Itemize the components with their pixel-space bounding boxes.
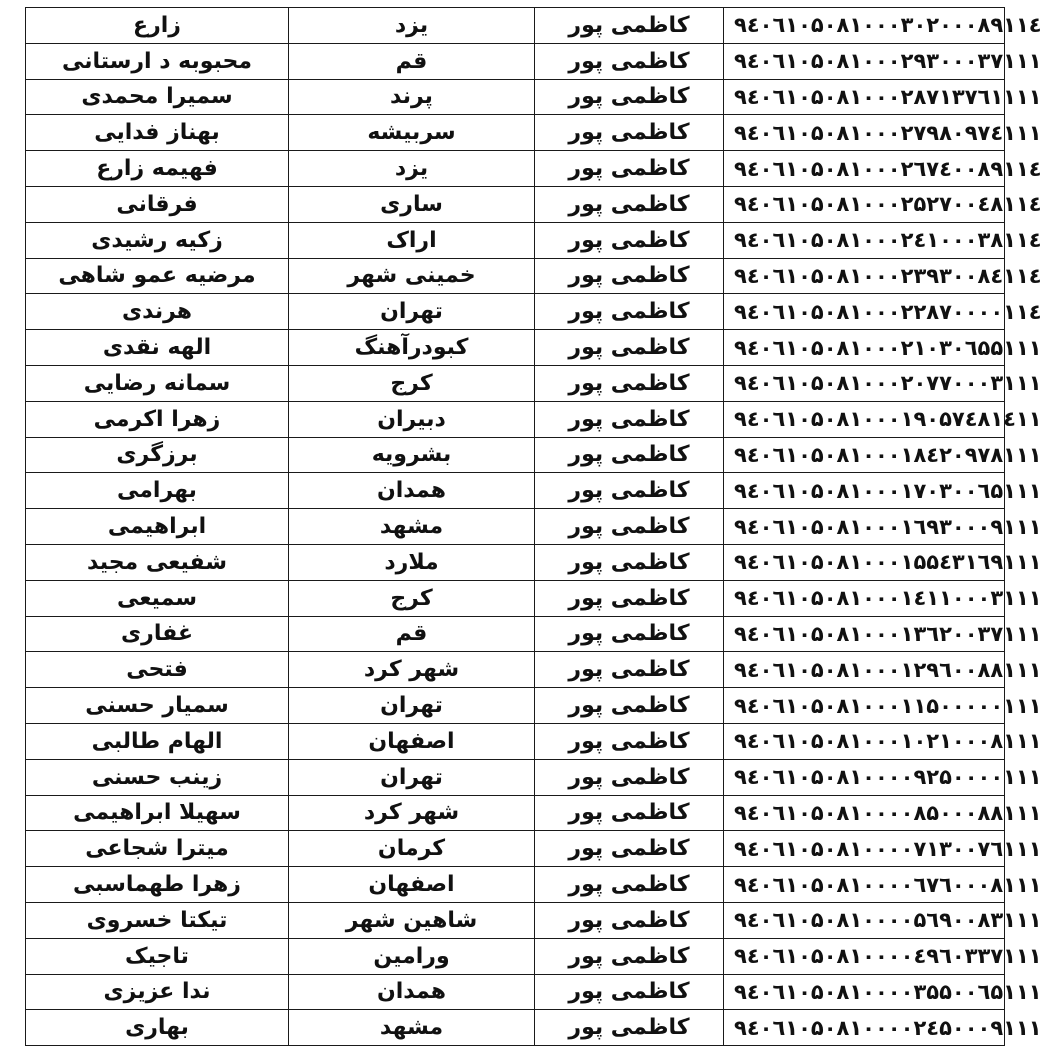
name-cell: سمیرا محمدی [26,79,289,115]
code-cell: ۹٤۰٦۱۰۵۰۸۱۰۰۰۲٦۷٤۰۰۸۹۱۱٤ [724,151,1005,187]
table-row [26,795,1005,831]
city-cell: اصفهان [289,867,535,903]
name-cell: ندا عزیزی [26,974,289,1010]
code-cell: ۹٤۰٦۱۰۵۰۸۱۰۰۰۱۰۲۱۰۰۰۸۱۱۱ [724,723,1005,759]
surname-cell: کاظمی پور [535,8,724,44]
name-cell: سمیعی [26,580,289,616]
surname-cell: کاظمی پور [535,437,724,473]
code-cell: ۹٤۰٦۱۰۵۰۸۱۰۰۰۱٤۱۱۰۰۰۳۱۱۱ [724,580,1005,616]
table-row [26,437,1005,473]
code-cell: ۹٤۰٦۱۰۵۰۸۱۰۰۰۰۳۵۵۰۰٦۵۱۱۱ [724,974,1005,1010]
name-cell: ابراهیمی [26,509,289,545]
surname-cell: کاظمی پور [535,1010,724,1046]
code-cell: ۹٤۰٦۱۰۵۰۸۱۰۰۰۲۹۳۰۰۰۳۷۱۱۱ [724,43,1005,79]
name-cell: غفاری [26,616,289,652]
name-cell: زهرا اکرمی [26,401,289,437]
name-cell: زکیه رشیدی [26,222,289,258]
name-cell: تیکتا خسروی [26,902,289,938]
table-row [26,616,1005,652]
surname-cell: کاظمی پور [535,79,724,115]
city-cell: کرمان [289,831,535,867]
code-cell: ۹٤۰٦۱۰۵۰۸۱۰۰۰۲۳۹۳۰۰۸٤۱۱٤ [724,258,1005,294]
name-cell: زارع [26,8,289,44]
code-cell: ۹٤۰٦۱۰۵۰۸۱۰۰۰۲۰۷۷۰۰۰۳۱۱۱ [724,365,1005,401]
table-row [26,8,1005,44]
city-cell: مشهد [289,509,535,545]
table-row [26,186,1005,222]
city-cell: ملارد [289,544,535,580]
surname-cell: کاظمی پور [535,186,724,222]
code-cell: ۹٤۰٦۱۰۵۰۸۱۰۰۰۲۱۰۳۰٦۵۵۱۱۱ [724,330,1005,366]
city-cell: مشهد [289,1010,535,1046]
table-row [26,867,1005,903]
table-row [26,365,1005,401]
table-row [26,723,1005,759]
surname-cell: کاظمی پور [535,580,724,616]
code-cell: ۹٤۰٦۱۰۵۰۸۱۰۰۰۰۷۱۳۰۰۷٦۱۱۱ [724,831,1005,867]
name-cell: سهیلا ابراهیمی [26,795,289,831]
table-row [26,330,1005,366]
table-row [26,401,1005,437]
city-cell: خمینی شهر [289,258,535,294]
surname-cell: کاظمی پور [535,652,724,688]
name-cell: تاجیک [26,938,289,974]
surname-cell: کاظمی پور [535,258,724,294]
name-cell: بهاری [26,1010,289,1046]
code-cell: ۹٤۰٦۱۰۵۰۸۱۰۰۰۳۰۲۰۰۰۸۹۱۱٤ [724,8,1005,44]
surname-cell: کاظمی پور [535,509,724,545]
city-cell: همدان [289,473,535,509]
table-row [26,222,1005,258]
code-cell: ۹٤۰٦۱۰۵۰۸۱۰۰۰۰۵٦۹۰۰۸۳۱۱۱ [724,902,1005,938]
city-cell: ساری [289,186,535,222]
table-row [26,1010,1005,1046]
records-table [25,7,1042,1046]
surname-cell: کاظمی پور [535,723,724,759]
surname-cell: کاظمی پور [535,473,724,509]
city-cell: شهر کرد [289,652,535,688]
name-cell: برزگری [26,437,289,473]
table-row [26,43,1005,79]
city-cell: یزد [289,8,535,44]
surname-cell: کاظمی پور [535,544,724,580]
code-cell: ۹٤۰٦۱۰۵۰۸۱۰۰۰۱٦۹۳۰۰۰۹۱۱۱ [724,509,1005,545]
surname-cell: کاظمی پور [535,795,724,831]
code-cell: ۹٤۰٦۱۰۵۰۸۱۰۰۰۰٦۷٦۰۰۰۸۱۱۱ [724,867,1005,903]
code-cell: ۹٤۰٦۱۰۵۰۸۱۰۰۰۱۹۰۵۷٤۸۱٤۱۱ [724,401,1005,437]
surname-cell: کاظمی پور [535,330,724,366]
city-cell: شاهین شهر [289,902,535,938]
table-row [26,580,1005,616]
code-cell: ۹٤۰٦۱۰۵۰۸۱۰۰۰۲٤۱۰۰۰۳۸۱۱٤ [724,222,1005,258]
city-cell: اراک [289,222,535,258]
name-cell: سمیار حسنی [26,688,289,724]
table-row [26,759,1005,795]
city-cell: کبودرآهنگ [289,330,535,366]
table-row [26,688,1005,724]
city-cell: کرج [289,365,535,401]
name-cell: زهرا طهماسبی [26,867,289,903]
code-cell: ۹٤۰٦۱۰۵۰۸۱۰۰۰۲۷۹۸۰۹۷٤۱۱۱ [724,115,1005,151]
name-cell: بهناز فدایی [26,115,289,151]
name-cell: فتحی [26,652,289,688]
code-cell: ۹٤۰٦۱۰۵۰۸۱۰۰۰۱۲۹٦۰۰۸۸۱۱۱ [724,652,1005,688]
city-cell: تهران [289,759,535,795]
name-cell: شفیعی مجید [26,544,289,580]
city-cell: بشرویه [289,437,535,473]
surname-cell: کاظمی پور [535,867,724,903]
surname-cell: کاظمی پور [535,938,724,974]
city-cell: ورامین [289,938,535,974]
name-cell: زینب حسنی [26,759,289,795]
city-cell: همدان [289,974,535,1010]
city-cell: دبیران [289,401,535,437]
table-row [26,151,1005,187]
city-cell: قم [289,43,535,79]
surname-cell: کاظمی پور [535,831,724,867]
city-cell: پرند [289,79,535,115]
city-cell: قم [289,616,535,652]
code-cell: ۹٤۰٦۱۰۵۰۸۱۰۰۰۰۲٤۵۰۰۰۹۱۱۱ [724,1010,1005,1046]
city-cell: شهر کرد [289,795,535,831]
city-cell: یزد [289,151,535,187]
surname-cell: کاظمی پور [535,401,724,437]
city-cell: کرج [289,580,535,616]
name-cell: الهه نقدی [26,330,289,366]
name-cell: فهیمه زارع [26,151,289,187]
table-row [26,652,1005,688]
table-row [26,79,1005,115]
surname-cell: کاظمی پور [535,974,724,1010]
city-cell: تهران [289,688,535,724]
code-cell: ۹٤۰٦۱۰۵۰۸۱۰۰۰۰۸۵۰۰۰۸۸۱۱۱ [724,795,1005,831]
surname-cell: کاظمی پور [535,43,724,79]
name-cell: محبوبه د ارستانی [26,43,289,79]
surname-cell: کاظمی پور [535,294,724,330]
table-row [26,509,1005,545]
table-row [26,473,1005,509]
name-cell: بهرامی [26,473,289,509]
city-cell: تهران [289,294,535,330]
surname-cell: کاظمی پور [535,365,724,401]
table-row [26,831,1005,867]
name-cell: میترا شجاعی [26,831,289,867]
surname-cell: کاظمی پور [535,151,724,187]
surname-cell: کاظمی پور [535,115,724,151]
name-cell: سمانه رضایی [26,365,289,401]
table-row [26,938,1005,974]
surname-cell: کاظمی پور [535,688,724,724]
surname-cell: کاظمی پور [535,759,724,795]
name-cell: الهام طالبی [26,723,289,759]
name-cell: هرندی [26,294,289,330]
code-cell: ۹٤۰٦۱۰۵۰۸۱۰۰۰۱۸٤۲۰۹۷۸۱۱۱ [724,437,1005,473]
records-table-body [26,8,1042,1046]
code-cell: ۹٤۰٦۱۰۵۰۸۱۰۰۰۱۷۰۳۰۰٦۵۱۱۱ [724,473,1005,509]
name-cell: مرضیه عمو شاهی [26,258,289,294]
code-cell: ۹٤۰٦۱۰۵۰۸۱۰۰۰۲۲۸۷۰۰۰۰۱۱٤ [724,294,1005,330]
code-cell: ۹٤۰٦۱۰۵۰۸۱۰۰۰۱۱۵۰۰۰۰۰۱۱۱ [724,688,1005,724]
code-cell: ۹٤۰٦۱۰۵۰۸۱۰۰۰۲۵۲۷۰۰٤۸۱۱٤ [724,186,1005,222]
code-cell: ۹٤۰٦۱۰۵۰۸۱۰۰۰۰٤۹٦۰۳۳۷۱۱۱ [724,938,1005,974]
code-cell: ۹٤۰٦۱۰۵۰۸۱۰۰۰۲۸۷۱۳۷٦۱۱۱۱ [724,79,1005,115]
table-row [26,902,1005,938]
surname-cell: کاظمی پور [535,222,724,258]
table-row [26,258,1005,294]
table-row [26,974,1005,1010]
table-row [26,115,1005,151]
code-cell: ۹٤۰٦۱۰۵۰۸۱۰۰۰۱۳٦۲۰۰۳۷۱۱۱ [724,616,1005,652]
city-cell: سربیشه [289,115,535,151]
city-cell: اصفهان [289,723,535,759]
surname-cell: کاظمی پور [535,616,724,652]
name-cell: فرقانی [26,186,289,222]
table-row [26,544,1005,580]
code-cell: ۹٤۰٦۱۰۵۰۸۱۰۰۰۱۵۵٤۳۱٦۹۱۱۱ [724,544,1005,580]
surname-cell: کاظمی پور [535,902,724,938]
code-cell: ۹٤۰٦۱۰۵۰۸۱۰۰۰۰۹۲۵۰۰۰۰۱۱۱ [724,759,1005,795]
table-row [26,294,1005,330]
